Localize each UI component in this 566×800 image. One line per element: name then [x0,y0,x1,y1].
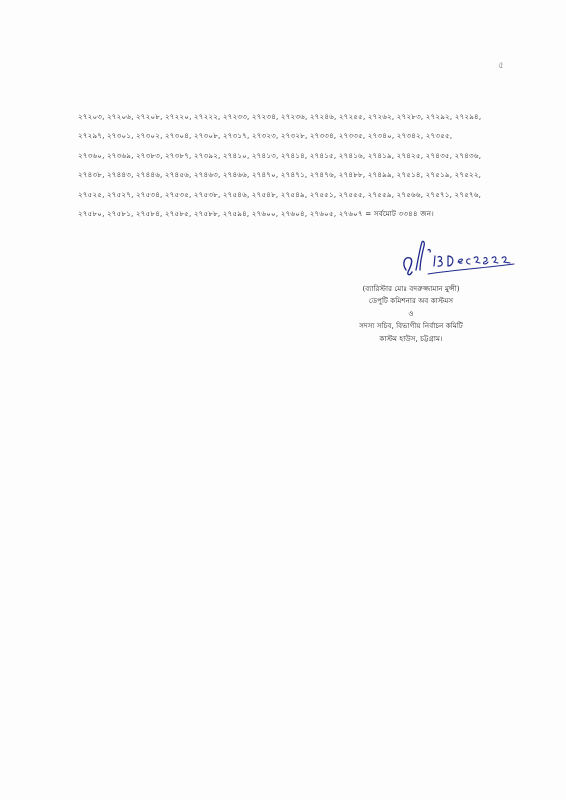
number-line-1: ২৭২০৩, ২৭২০৬, ২৭২০৮, ২৭২২০, ২৭২২২, ২৭২৩৩, ২৭২৩৪, ২৭২৩৬, ২৭২৪৬, ২৭২৫৫, ২৭২৬২, ২৭২৮৩, ২৭২৯২, ২৭২৯৪, [78,112,482,121]
signatory-conjunction: ও [408,308,414,318]
number-line-5: ২৭৫২৫, ২৭৫২৭, ২৭৫৩৪, ২৭৫৩৫, ২৭৫৩৮, ২৭৫৪৬, ২৭৫৪৮, ২৭৫৪৯, ২৭৫৫১, ২৭৫৫৫, ২৭৫৫৯, ২৭৫৬৬, ২৭৫৭১, ২৭৫৭৬, [78,189,482,199]
signatory-designation: ডেপুটি কমিশনার অব কাস্টমস [368,296,454,306]
signatory-block [326,283,496,345]
serial-number-list [78,107,494,223]
signatory-role: সদস্য সচিব, বিভাগীয় নির্বাচন কমিটি [359,321,463,331]
signatory-office: কাস্টম হাউস, চট্টগ্রাম। [379,333,443,343]
handwritten-signature [398,236,518,280]
number-line-6-total: ২৭৫৮০, ২৭৫৮১, ২৭৫৮৪, ২৭৫৮৫, ২৭৫৮৮, ২৭৫৯৪, ২৭৬০০, ২৭৬০৪, ২৭৬০৫, ২৭৬০৭ = সর্বমোট ৩৩৪৪ জন। [78,209,434,219]
number-line-2: ২৭২৯৭, ২৭৩০১, ২৭৩০২, ২৭৩০৪, ২৭৩০৮, ২৭৩১৭, ২৭৩২৩, ২৭৩২৮, ২৭৩৩৪, ২৭৩৩৫, ২৭৩৪০, ২৭৩৪২, ২৭৩৫৫, [78,131,453,141]
page-corner-mark: ৫ [498,61,505,71]
number-line-4: ২৭৪৩৮, ২৭৪৪৩, ২৭৪৪৬, ২৭৪৫৬, ২৭৪৬৩, ২৭৪৬৬, ২৭৪৭০, ২৭৪৭১, ২৭৪৭৬, ২৭৪৮৮, ২৭৪৯৯, ২৭৫১৪, ২৭৫১৯, ২৭৫২২, [78,170,482,180]
number-line-3: ২৭৩৬০, ২৭৩৬৯, ২৭৩৮৩, ২৭৩৮৭, ২৭৩৯২, ২৭৪১০, ২৭৪১৩, ২৭৪১৪, ২৭৪১৫, ২৭৪১৬, ২৭৪১৯, ২৭৪২৫, ২৭৪৩৫, ২৭৪৩৬, [78,150,482,160]
signatory-name: (ব্যারিস্টার মোঃ বদরুজ্জামান মুন্সী) [362,284,460,293]
